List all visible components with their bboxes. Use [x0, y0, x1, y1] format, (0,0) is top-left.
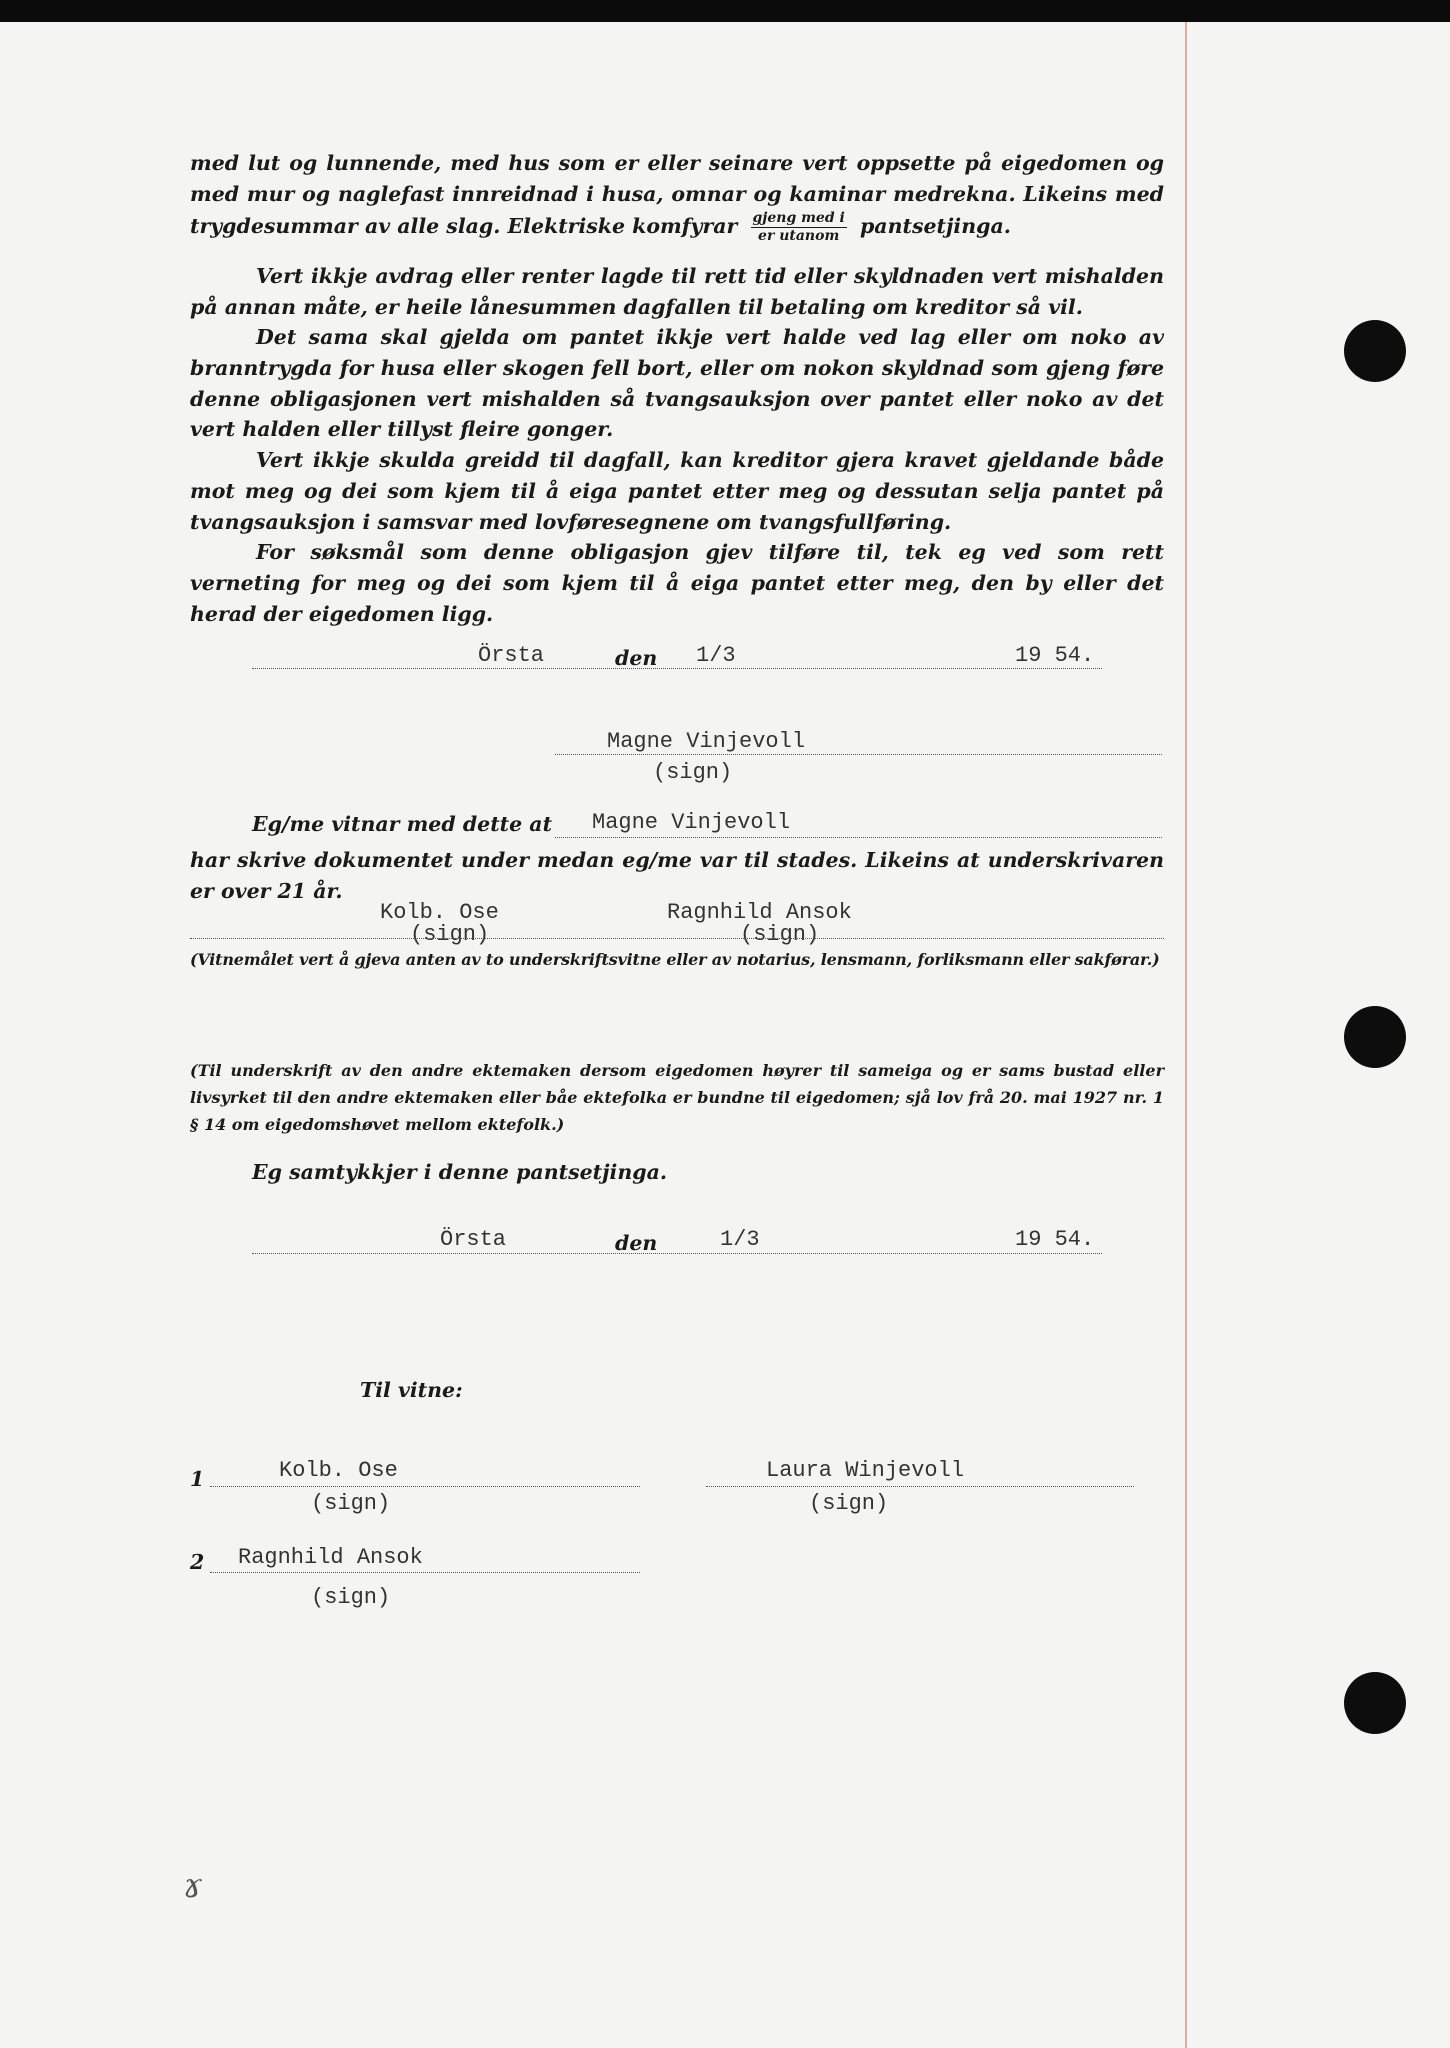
date1-place: Örsta: [478, 643, 545, 668]
witness2-sign: (sign): [740, 922, 820, 947]
witness2-name: Ragnhild Ansok: [667, 900, 852, 925]
punch-hole-bottom: [1344, 1672, 1406, 1734]
bottom-witness1-line: [210, 1486, 640, 1487]
witness1-name: Kolb. Ose: [380, 900, 499, 925]
signer-sign: (sign): [653, 760, 733, 785]
fraction-denominator: er utanom: [758, 227, 840, 244]
scan-top-border: [0, 0, 1450, 22]
witness-signature-line: [190, 938, 1164, 939]
fraction-numerator: gjeng med i: [752, 209, 845, 226]
stove-fraction: [751, 210, 847, 245]
date-line-1: [252, 668, 1102, 669]
date2-day: 1/3: [720, 1227, 760, 1252]
bottom-witness2-name: Ragnhild Ansok: [238, 1545, 423, 1570]
spouse-sign: (sign): [809, 1491, 889, 1516]
signer-name: Magne Vinjevoll: [607, 729, 806, 754]
date1-day: 1/3: [696, 643, 736, 668]
date1-den-label: den: [615, 646, 658, 670]
consent-text: Eg samtykkjer i denne pantsetjinga.: [252, 1160, 667, 1184]
bottom-witness1-sign: (sign): [311, 1491, 391, 1516]
witness-name-line: [555, 837, 1162, 838]
witness-statement-text: har skrive dokumentet under medan eg/me var til stades. Likeins at underskrivaren er over 21 år.: [190, 848, 1164, 903]
bottom-witness1-name: Kolb. Ose: [279, 1458, 398, 1483]
witness1-sign: (sign): [410, 922, 490, 947]
paragraph-default: Vert ikkje avdrag eller renter lagde til rett tid eller skyldnaden vert mishalden på annan måte, er heile lånesummen dagfallen til betaling om kreditor så vil.: [190, 264, 1164, 319]
date1-year: 19 54.: [1015, 643, 1095, 668]
date2-place: Örsta: [440, 1227, 507, 1252]
pledge-scope-end: pantsetjinga.: [859, 213, 1011, 238]
handwritten-mark: ɤ: [183, 1866, 203, 1906]
date2-year: 19 54.: [1015, 1227, 1095, 1252]
paragraph-foreclosure: Vert ikkje skulda greidd til dagfall, kan kreditor gjera kravet gjeldande både mot meg og dei som kjem til å eiga pantet etter meg og dessutan selja pantet på tvangsauksjon i samsvar med lovføresegnene om tvangsfullføring.: [190, 448, 1164, 534]
paragraph-pledge-scope: [190, 148, 1164, 245]
spouse-signature-line: [706, 1486, 1134, 1487]
bottom-witness2-sign: (sign): [311, 1585, 391, 1610]
pledge-scope-text: med lut og lunnende, med hus som er eller seinare vert oppsette på eigedomen og med mur og naglefast innreidnad i husa, omnar og kaminar medrekna. Likeins med trygdesummar av alle slag. Elektriske komfyrar: [190, 151, 1164, 238]
note-spouse: (Til underskrift av den andre ektemaken dersom eigedomen høyrer til sameiga og er sams bustad eller livsyrket til den andre ektemaken eller båe ektefolka er bundne til eigedomen; sjå lov frå 20. mai 1927 nr. 1 § 14 om eigedomshøvet mellom ektefolk.): [190, 1061, 1164, 1134]
witness-number-1: 1: [190, 1467, 205, 1491]
punch-hole-top: [1344, 320, 1406, 382]
paragraph-venue: For søksmål som denne obligasjon gjev tilføre til, tek eg ved som rett verneting for meg og dei som kjem til å eiga pantet etter meg, den by eller det herad der eigedomen ligg.: [190, 540, 1164, 626]
spouse-name: Laura Winjevoll: [766, 1458, 965, 1483]
witness-statement-name: Magne Vinjevoll: [592, 810, 791, 835]
punch-hole-middle: [1344, 1006, 1406, 1068]
til-vitne-label: Til vitne:: [360, 1378, 463, 1402]
signature-line: [555, 754, 1162, 755]
margin-rule: [1185, 22, 1187, 2048]
bottom-witness2-line: [210, 1572, 640, 1573]
date-line-2: [252, 1253, 1102, 1254]
note-witness: (Vitnemålet vert å gjeva anten av to underskriftsvitne eller av notarius, lensmann, forliksmann eller sakførar.): [190, 950, 1160, 969]
witness-lead: Eg/me vitnar med dette at: [252, 812, 553, 836]
paragraph-insurance: Det sama skal gjelda om pantet ikkje vert halde ved lag eller om noko av branntrygda for husa eller skogen fell bort, eller om nokon skyldnad som gjeng føre denne obligasjonen vert mishalden så tvangsauksjon over pantet eller noko av det vert halden eller tillyst fleire gonger.: [190, 325, 1164, 442]
witness-number-2: 2: [190, 1550, 205, 1574]
date2-den-label: den: [615, 1231, 658, 1255]
